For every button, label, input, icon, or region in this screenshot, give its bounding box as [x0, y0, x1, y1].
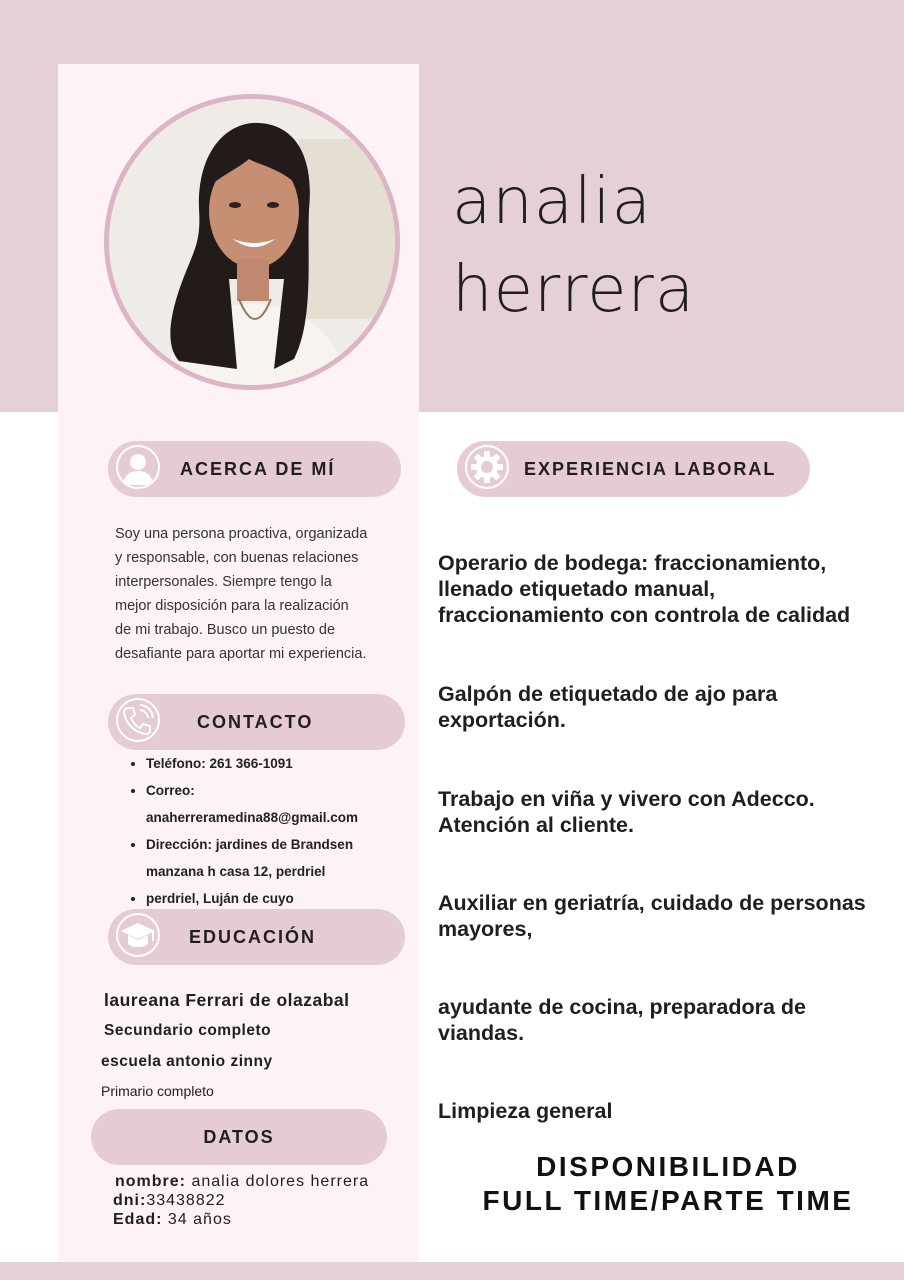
experience-item [438, 786, 815, 838]
experience-item [438, 1098, 612, 1124]
experience-item [438, 550, 850, 628]
education-level-1: Secundario completo [104, 1022, 272, 1039]
experience-line: mayores, [438, 917, 533, 941]
availability-value: FULL TIME/PARTE TIME [482, 1185, 854, 1216]
education-level-2: Primario completo [101, 1083, 214, 1099]
about-line: desafiante para aportar mi experiencia. [115, 646, 367, 662]
about-title: ACERCA DE MÍ [180, 459, 336, 479]
experience-line: viandas. [438, 1021, 525, 1045]
experience-line: Operario de bodega: fraccionamiento, [438, 551, 827, 575]
about-line: interpersonales. Siempre tengo la [115, 574, 332, 590]
contact-title: CONTACTO [197, 712, 314, 732]
personal-name-row [113, 1172, 369, 1191]
profile-photo [104, 94, 400, 390]
about-line: de mi trabajo. Busco un puesto de [115, 622, 336, 638]
contact-email-label: • Correo: [146, 777, 421, 804]
about-text [115, 522, 405, 666]
full-name [452, 158, 695, 334]
contact-email: anaherreramedina88@gmail.com [146, 810, 359, 825]
phone-icon [116, 698, 160, 742]
experience-item [438, 890, 866, 942]
experience-line: fraccionamiento con controla de calidad [438, 603, 851, 627]
personal-data [113, 1172, 369, 1229]
contact-address: • Dirección: jardines de Brandsen [146, 831, 421, 858]
gear-icon [465, 445, 509, 489]
age-value: 34 años [167, 1211, 232, 1228]
experience-line: ayudante de cocina, preparadora de [438, 995, 807, 1019]
about-line: mejor disposición para la realización [115, 598, 349, 614]
experience-line: Auxiliar en geriatría, cuidado de personas [438, 891, 866, 915]
experience-line: Limpieza general [438, 1099, 613, 1123]
name-value: analia dolores herrera [191, 1173, 370, 1190]
last-name: herrera [452, 253, 696, 327]
about-header [108, 441, 401, 497]
personal-dni-row [113, 1191, 369, 1210]
availability [438, 1150, 898, 1218]
about-line: y responsable, con buenas relaciones [115, 550, 359, 566]
experience-line: exportación. [438, 708, 566, 732]
contact-locality: • perdriel, Luján de cuyo [146, 885, 421, 912]
data-title: DATOS [203, 1127, 275, 1147]
experience-line: Atención al cliente. [438, 813, 634, 837]
contact-address-line: manzana h casa 12, perdriel [146, 864, 326, 879]
personal-age-row [113, 1210, 369, 1229]
education-title: EDUCACIÓN [189, 927, 317, 947]
about-line: Soy una persona proactiva, organizada [115, 526, 368, 542]
experience-line: Galpón de etiquetado de ajo para [438, 682, 778, 706]
first-name: analia [452, 165, 652, 239]
experience-line: llenado etiquetado manual, [438, 577, 716, 601]
contact-phone: • Teléfono: 261 366-1091 [146, 750, 421, 777]
availability-title: DISPONIBILIDAD [536, 1151, 800, 1182]
age-label: Edad: [113, 1211, 163, 1228]
footer-band [0, 1262, 904, 1280]
user-icon [116, 445, 160, 489]
experience-item [438, 994, 806, 1046]
data-header [91, 1109, 387, 1165]
experience-title: EXPERIENCIA LABORAL [524, 459, 777, 479]
education-header [108, 909, 405, 965]
name-label: nombre: [115, 1173, 186, 1190]
dni-value: 33438822 [146, 1192, 226, 1209]
dni-label: dni: [113, 1192, 147, 1209]
experience-item [438, 681, 777, 733]
graduation-cap-icon [116, 913, 160, 957]
experience-line: Trabajo en viña y vivero con Adecco. [438, 787, 815, 811]
education-school-2: escuela antonio zinny [101, 1053, 273, 1070]
education-school-1: laureana Ferrari de olazabal [104, 990, 350, 1010]
contact-list [130, 750, 421, 912]
contact-header [108, 694, 405, 750]
experience-header [457, 441, 810, 497]
